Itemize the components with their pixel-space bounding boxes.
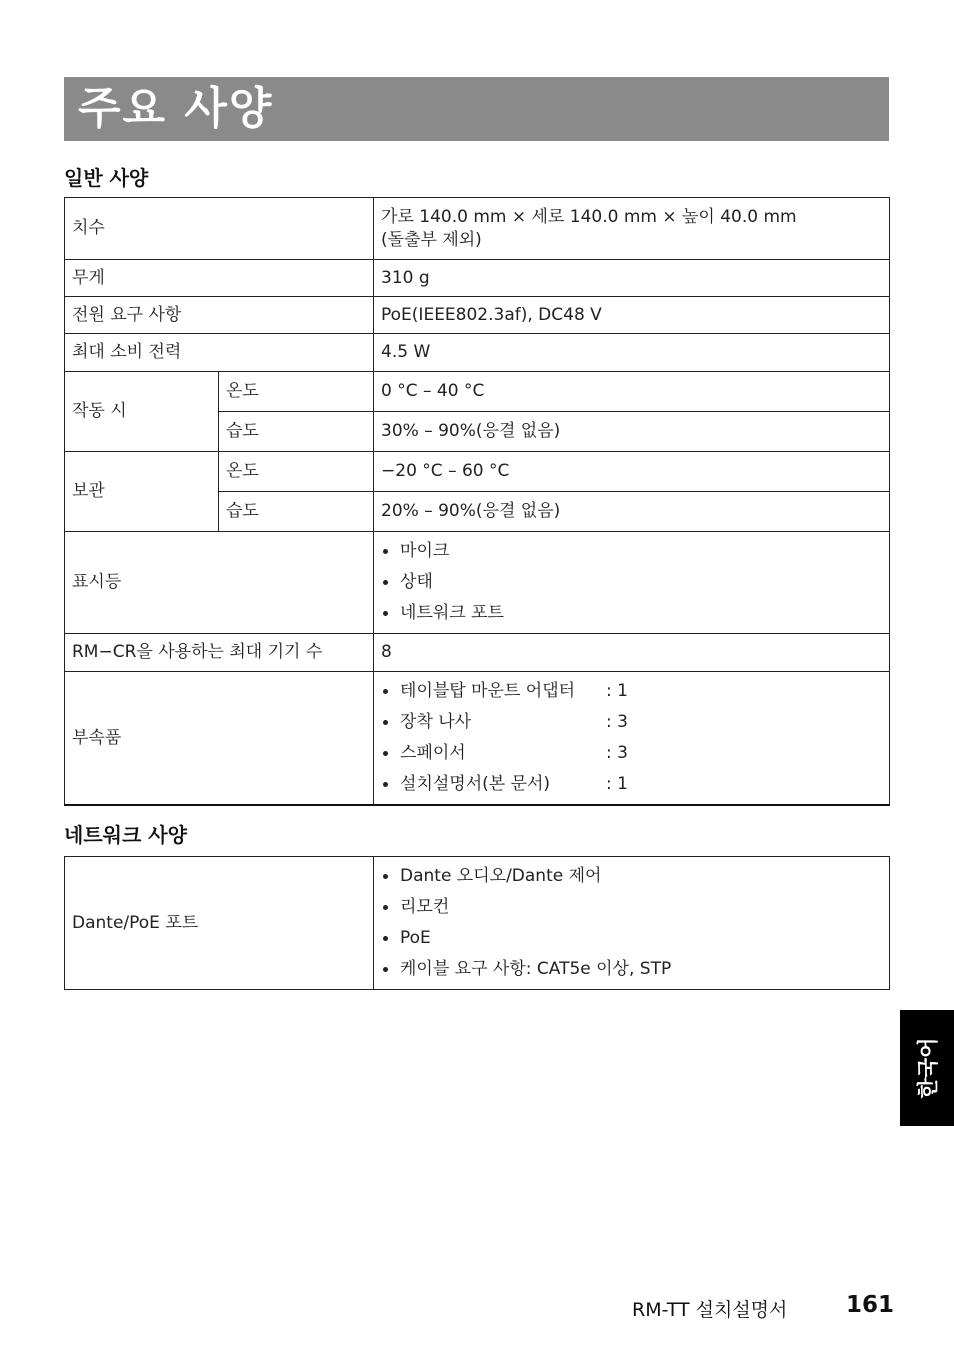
- table-row: [65, 260, 890, 297]
- spec-value-power: PoE(IEEE802.3af), DC48 V: [374, 297, 890, 334]
- network-specs-table: [64, 856, 890, 990]
- list-item: [381, 769, 882, 800]
- list-item: [381, 676, 882, 707]
- spec-value-dante-port: [374, 857, 890, 990]
- accessory-qty: : 1: [606, 681, 628, 701]
- spec-value-indicators: [374, 532, 890, 634]
- general-specs-heading: 일반 사양: [64, 166, 149, 190]
- accessory-name: 장착 나사: [400, 712, 472, 732]
- spec-label-indicators: 표시등: [65, 532, 374, 634]
- page-title: 주요 사양: [78, 83, 274, 134]
- list-item: 상태: [381, 567, 882, 598]
- spec-label-dimensions: 치수: [65, 198, 374, 260]
- spec-sublabel-storage-temp: 온도: [219, 452, 374, 492]
- spec-label-dante-port: Dante/PoE 포트: [65, 857, 374, 990]
- accessory-list: [381, 676, 882, 800]
- accessory-name: 설치설명서(본 문서): [400, 774, 551, 794]
- spec-label-accessories: 부속품: [65, 672, 374, 806]
- page-number: 161: [846, 1292, 895, 1318]
- table-row: [65, 857, 890, 990]
- accessory-name: 테이블탑 마운트 어댑터: [400, 681, 576, 701]
- accessory-name: 스페이서: [400, 743, 466, 763]
- table-row: [65, 532, 890, 634]
- spec-label-power: 전원 요구 사항: [65, 297, 374, 334]
- footer-doc-title: RM-TT 설치설명서: [632, 1299, 788, 1321]
- indicator-list: [381, 536, 882, 629]
- spec-value-max-devices: 8: [374, 634, 890, 672]
- spec-label-max-power: 최대 소비 전력: [65, 334, 374, 372]
- table-row: [65, 634, 890, 672]
- spec-label-weight: 무게: [65, 260, 374, 297]
- accessory-qty: : 3: [606, 743, 628, 763]
- table-row: [65, 452, 890, 492]
- spec-value-max-power: 4.5 W: [374, 334, 890, 372]
- list-item: Dante 오디오/Dante 제어: [381, 861, 882, 892]
- spec-label-max-devices: RM−CR을 사용하는 최대 기기 수: [65, 634, 374, 672]
- table-row: [65, 198, 890, 260]
- table-row: [65, 672, 890, 806]
- accessory-qty: : 1: [606, 774, 628, 794]
- spec-sublabel-operating-humidity: 습도: [219, 412, 374, 452]
- spec-value-operating-humidity: 30% – 90%(응결 없음): [374, 412, 890, 452]
- spec-value-weight: 310 g: [374, 260, 890, 297]
- spec-value-accessories: [374, 672, 890, 806]
- list-item: 리모컨: [381, 892, 882, 923]
- spec-label-operating: 작동 시: [65, 372, 219, 452]
- language-tab: [900, 1010, 954, 1126]
- list-item: PoE: [381, 923, 882, 954]
- table-row: [65, 297, 890, 334]
- table-row: [65, 372, 890, 412]
- accessory-qty: : 3: [606, 712, 628, 732]
- spec-label-storage: 보관: [65, 452, 219, 532]
- spec-value-operating-temp: 0 °C – 40 °C: [374, 372, 890, 412]
- list-item: 케이블 요구 사항: CAT5e 이상, STP: [381, 954, 882, 985]
- list-item: 마이크: [381, 536, 882, 567]
- language-tab-label: 한국어: [916, 1037, 940, 1099]
- spec-sublabel-operating-temp: 온도: [219, 372, 374, 412]
- list-item: [381, 707, 882, 738]
- network-specs-heading: 네트워크 사양: [64, 823, 187, 847]
- spec-value-dimensions-line2: (돌출부 제외): [381, 229, 482, 250]
- spec-value-dimensions-line1: 가로 140.0 mm × 세로 140.0 mm × 높이 40.0 mm: [381, 206, 797, 227]
- spec-value-storage-temp: −20 °C – 60 °C: [374, 452, 890, 492]
- spec-value-storage-humidity: 20% – 90%(응결 없음): [374, 492, 890, 532]
- table-row: [65, 334, 890, 372]
- general-specs-table: [64, 197, 890, 806]
- spec-value-dimensions: [374, 198, 890, 260]
- list-item: 네트워크 포트: [381, 598, 882, 629]
- dante-port-list: [381, 861, 882, 985]
- spec-sublabel-storage-humidity: 습도: [219, 492, 374, 532]
- page-title-bar: [64, 77, 889, 141]
- list-item: [381, 738, 882, 769]
